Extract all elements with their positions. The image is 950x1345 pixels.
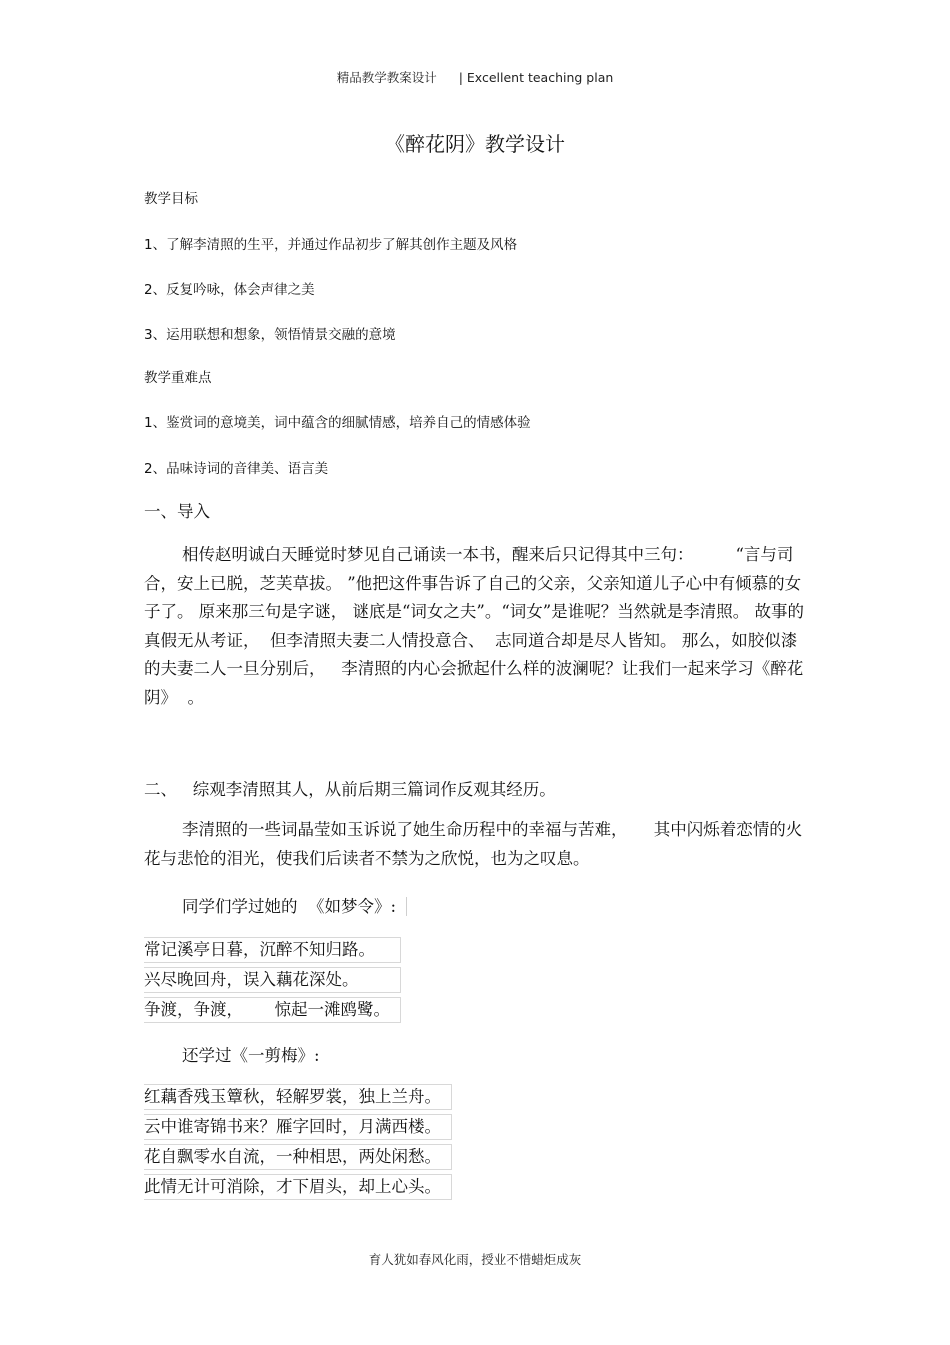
key-point-item: 1、鉴赏词的意境美，词中蕴含的细腻情感，培养自己的情感体验: [144, 415, 531, 431]
section2-text: 李清照的一些词晶莹如玉诉说了她生命历程中的幸福与苦难， 其中闪烁着恋情的火花与悲怆的泪光，使我们后读者不禁为之欣悦，也为之叹息。: [144, 820, 803, 868]
section2-paragraph: [144, 816, 804, 873]
poem-line: 常记溪亭日暮，沉醉不知归路。: [144, 937, 401, 963]
poem2-intro: 还学过《一剪梅》:: [182, 1046, 320, 1065]
objectives-heading: 教学目标: [144, 191, 198, 207]
objective-item: 2、反复吟咏，体会声律之美: [144, 282, 315, 298]
section1-paragraph: [144, 541, 804, 712]
poem-line: 红藕香残玉簟秋，轻解罗裳，独上兰舟。: [144, 1084, 452, 1110]
section1-text: 相传赵明诚白天睡觉时梦见自己诵读一本书，醒来后只记得其中三句： “言与司合，安上已脱，芝芙草拔。 ”他把这件事告诉了自己的父亲，父亲知道儿子心中有倾慕的女子了。 原来那三句是字谜， 谜底是“词女之夫”。“词女”是谁呢？当然就是李清照。 故事的真假无从考证， 但李清照夫妻二人情投意合、 志同道合却是尽人皆知。 那么，如胶似漆的夫妻二人一旦分别后， 李清照的内心会掀起什么样的波澜呢？让我们一起来学习《醉花阴》 。: [144, 545, 804, 707]
poem-line: 争渡，争渡， 惊起一滩鸥鹭。: [144, 997, 401, 1023]
header-left: 精品教学教案设计: [336, 70, 437, 85]
objective-item: 1、了解李清照的生平，并通过作品初步了解其创作主题及风格: [144, 237, 518, 253]
key-points-heading: 教学重难点: [144, 370, 212, 386]
section2-heading: 二、 综观李清照其人，从前后期三篇词作反观其经历。: [144, 780, 556, 799]
section1-heading: 一、导入: [144, 502, 210, 521]
poem-line: 花自飘零水自流，一种相思，两处闲愁。: [144, 1144, 452, 1170]
document-title: 《醉花阴》教学设计: [385, 132, 565, 156]
poem-line: 此情无计可消除，才下眉头，却上心头。: [144, 1174, 452, 1200]
poem-line: 兴尽晚回舟，误入藕花深处。: [144, 967, 401, 993]
key-point-item: 2、品味诗词的音律美、语言美: [144, 461, 329, 477]
poem-ru-meng-ling: [144, 937, 401, 1027]
poem1-intro: [182, 893, 407, 917]
poem-line: 云中谁寄锦书来？雁字回时，月满西楼。: [144, 1114, 452, 1140]
header-right: | Excellent teaching plan: [458, 70, 614, 85]
page-header: [0, 68, 950, 86]
page-footer: 育人犹如春风化雨，授业不惜蜡炬成灰: [368, 1252, 582, 1267]
poem-yi-jian-mei: [144, 1084, 452, 1204]
objective-item: 3、运用联想和想象，领悟情景交融的意境: [144, 327, 396, 343]
poem1-intro-text: 同学们学过她的 《如梦令》:: [182, 897, 407, 916]
